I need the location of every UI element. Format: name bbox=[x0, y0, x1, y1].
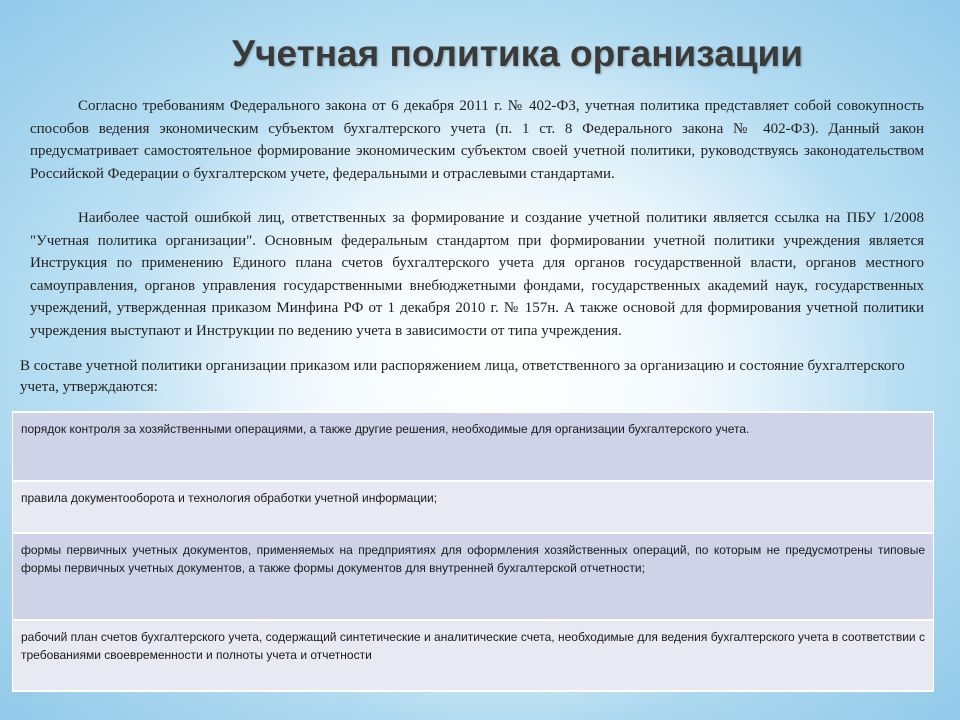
policy-items-table bbox=[12, 411, 934, 692]
table-cell: правила документооборота и технология обработки учетной информации; bbox=[13, 481, 934, 533]
paragraph-common-error: Наиболее частой ошибкой лиц, ответственных за формирование и создание учетной политики является ссылка на ПБУ 1/2008 "Учетная политика организации". Основным федеральным стандартом при формировании учетной политики учреждения является Инструкция по применению Единого плана счетов бухгалтерского учета для органов государственной власти, органов местного самоуправления, органов управления государственными внебюджетными фондами, государственных академий наук, государственных учреждений, утвержденная приказом Минфина РФ от 1 декабря 2010 г. № 157н. А также основой для формирования учетной политики учреждения выступают и Инструкции по ведению учета в зависимости от типа учреждения. bbox=[30, 210, 924, 339]
table-row bbox=[13, 481, 934, 533]
paragraph-law-definition: Согласно требованиям Федерального закона от 6 декабря 2011 г. № 402-ФЗ, учетная политика представляет собой совокупность способов ведения экономическим субъектом бухгалтерского учета (п. 1 ст. 8 Федерального закона № 402-ФЗ). Данный закон предусматривает самостоятельное формирование экономическим субъектом своей учетной политики, руководствуясь законодательством Российской Федерации о бухгалтерском учете, федеральными и отраслевыми стандартами. bbox=[30, 98, 924, 182]
table-row bbox=[13, 620, 934, 691]
table-cell: порядок контроля за хозяйственными операциями, а также другие решения, необходимые для организации бухгалтерского учета. bbox=[13, 412, 934, 481]
table-cell: формы первичных учетных документов, применяемых на предприятиях для оформления хозяйственных операций, по которым не предусмотрены типовые формы первичных учетных документов, а также формы документов для внутренней бухгалтерской отчетности; bbox=[13, 533, 934, 620]
slide-title: Учетная политика организации bbox=[232, 33, 804, 74]
table-cell: рабочий план счетов бухгалтерского учета, содержащий синтетические и аналитические счета, необходимые для ведения бухгалтерского учета в соответствии с требованиями своевременности и полноты учета и отчетности bbox=[13, 620, 934, 691]
table-row bbox=[13, 533, 934, 620]
list-intro: В составе учетной политики организации приказом или распоряжением лица, ответственного за организацию и состояние бухгалтерского учета, утверждаются: bbox=[20, 358, 905, 395]
table-row bbox=[13, 412, 934, 481]
